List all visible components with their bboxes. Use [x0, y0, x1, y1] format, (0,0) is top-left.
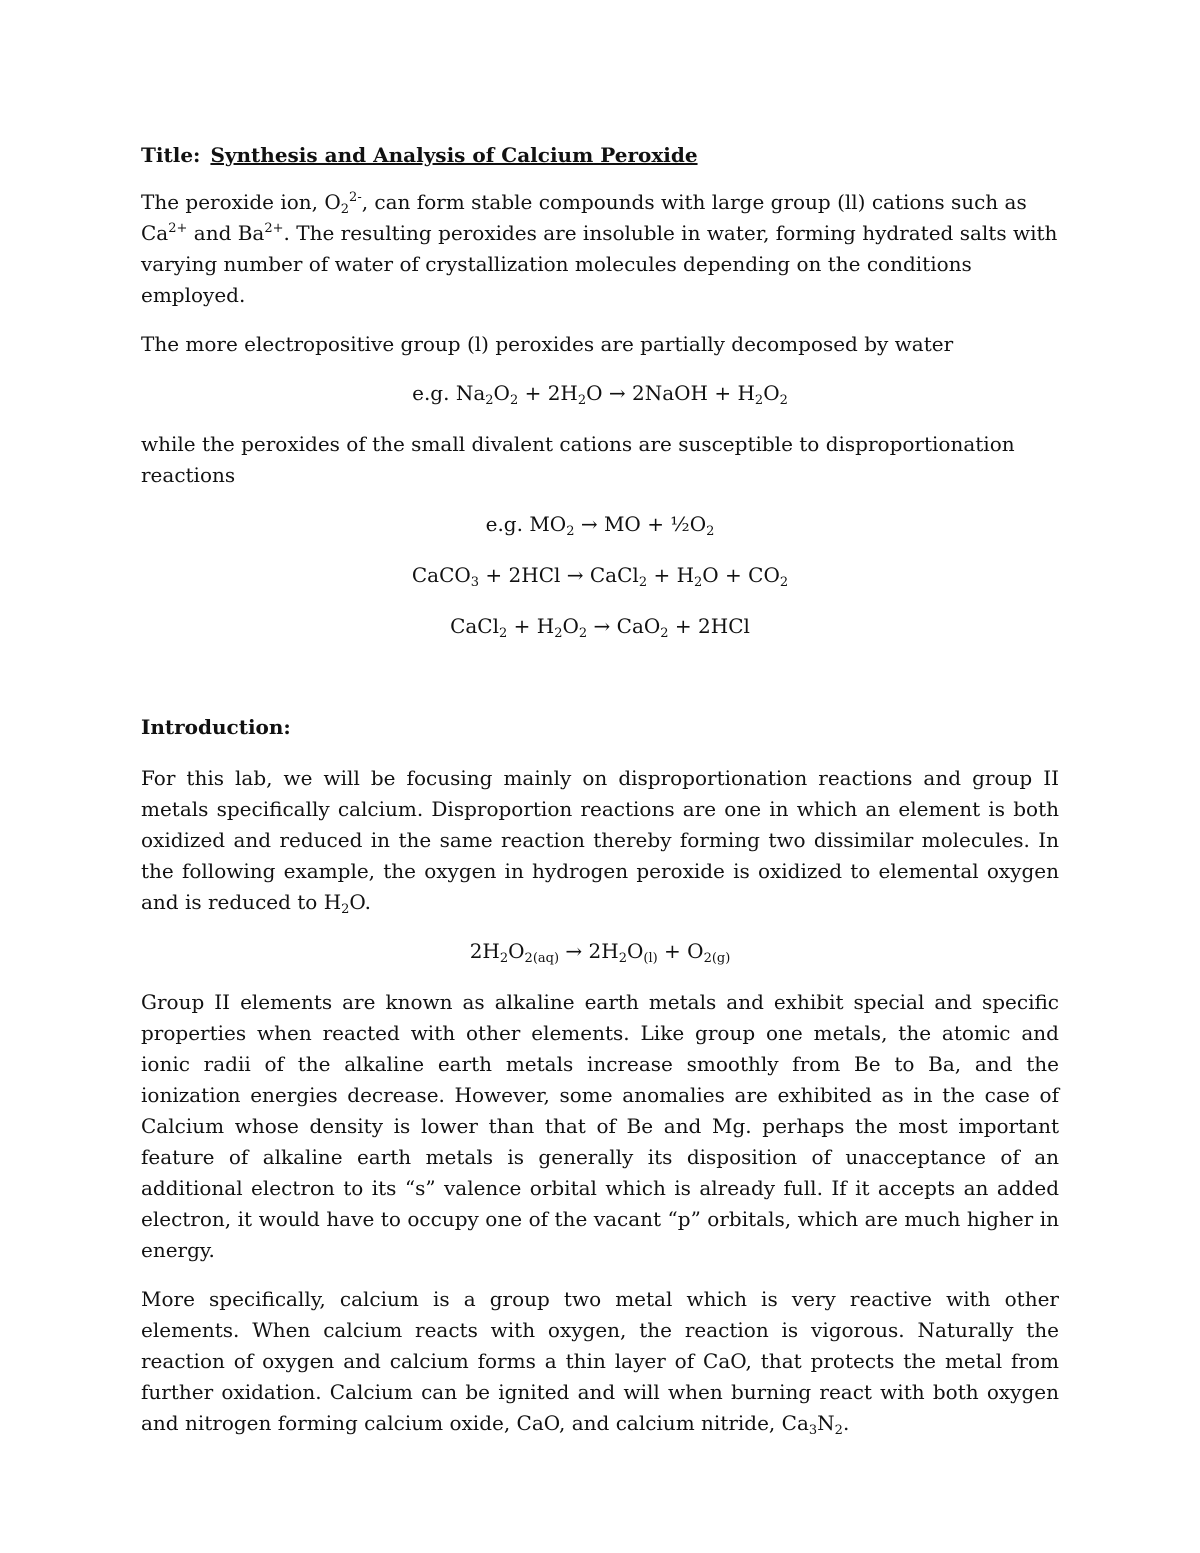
introduction-heading: Introduction:	[141, 715, 291, 739]
paragraph-group-one: The more electropositive group (l) peroxides are partially decomposed by water	[141, 332, 954, 356]
equation-sodium-peroxide: e.g. $Na_2O_2 + 2H_2O$ → 2NaOH + $H_2O_2$	[412, 381, 788, 408]
section-spacer	[141, 662, 1059, 712]
paragraph-calcium: More specifically, calcium is a group two metal which is very reactive with other elements. When calcium reacts with oxygen, the reaction is vigorous. Naturally the reaction of oxygen and calcium forms a thin layer of CaO, that protects the metal from further oxidation. Calcium can be ignited and will when burning react with both oxygen and nitrogen forming calcium oxide, CaO, and calcium nitride, $Ca_3N_2$.	[141, 1287, 1059, 1438]
document-title: Synthesis and Analysis of Calcium Peroxide	[210, 143, 698, 167]
paragraph-alkaline-earth: Group II elements are known as alkaline earth metals and exhibit special and specific properties when reacted with other elements. Like group one metals, the atomic and ionic radii of the alkaline earth metals increase smoothly from Be to Ba, and the ionization energies decrease. However, some anomalies are exhibited as in the case of Calcium whose density is lower than that of Be and Mg. perhaps the most important feature of alkaline earth metals is generally its disposition of unacceptance of an additional electron to its “s” valence orbital which is already full. If it accepts an added electron, it would have to occupy one of the vacant “p” orbitals, which are much higher in energy.	[141, 990, 1059, 1262]
title-label: Title:	[141, 143, 201, 167]
equation-metal-peroxide: e.g. $MO_2$ → MO + $\frac{1}{2}O_2$	[485, 512, 715, 539]
paragraph-peroxide-ion: The peroxide ion, $O_2^{2-}$, can form stable compounds with large group (ll) cations such as $Ca^{2+}$ and $Ba^{2+}$. The resulting peroxides are insoluble in water, forming hydrated salts with varying number of water of crystallization molecules depending on the conditions employed.	[141, 190, 1058, 307]
equation-calcium-carbonate: CaCO$_3$ + 2HCl → CaCl$_2$ + $H_2O + CO_2$	[411, 563, 789, 590]
document-page	[141, 140, 1059, 1457]
paragraph-divalent-cations: while the peroxides of the small divalent cations are susceptible to disproportionation reactions	[141, 432, 1015, 487]
equation-calcium-chloride: CaCl$_2$ + $H_2O_2 \to CaO_2 + 2HCl$	[450, 614, 750, 641]
equation-hydrogen-peroxide: $2H_2O_{2(aq)} \to 2H_2O_{(l)} + O_{2(g)}$	[469, 939, 731, 966]
paragraph-disproportionation: For this lab, we will be focusing mainly on disproportionation reactions and group II metals specifically calcium. Disproportion reactions are one in which an element is both oxidized and reduced in the same reaction thereby forming two dissimilar molecules. In the following example, the oxygen in hydrogen peroxide is oxidized to elemental oxygen and is reduced to $H_2O$.	[141, 766, 1059, 917]
title-line	[141, 140, 1059, 171]
